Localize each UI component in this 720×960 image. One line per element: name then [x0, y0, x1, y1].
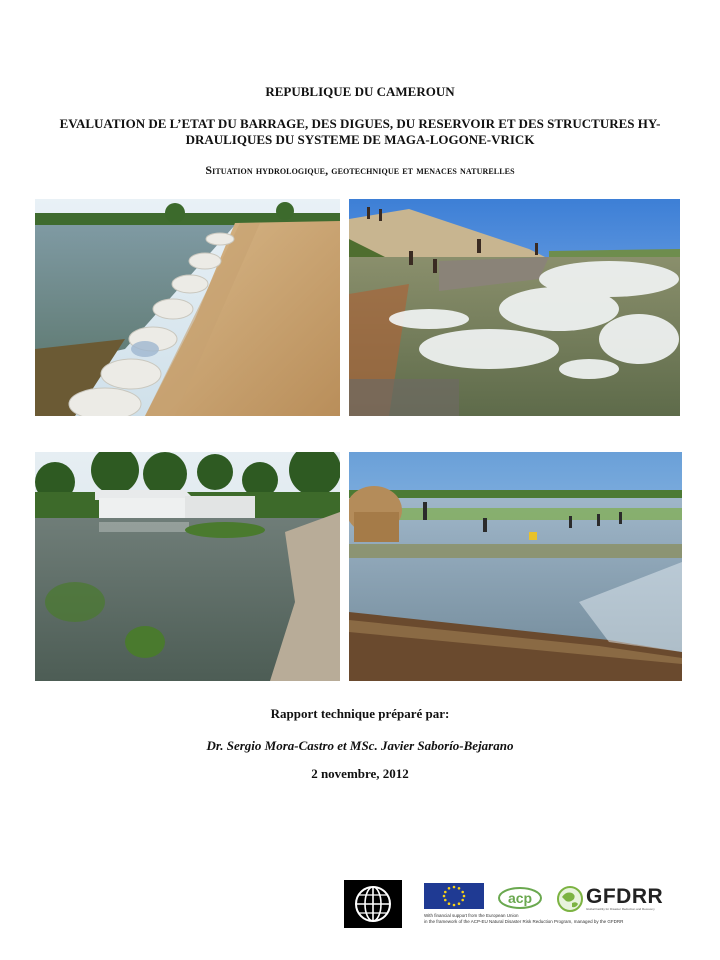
prepared-by-label: Rapport technique préparé par:	[270, 706, 450, 721]
acp-logo-text: acp	[507, 890, 533, 906]
world-bank-logo	[344, 880, 402, 928]
funding-line-1: With financial support from the European Union	[424, 913, 519, 918]
report-title: EVALUATION DE L’ETAT DU BARRAGE, DES DIGUES, DU RESERVOIR ET DES STRUCTURES HY-DRAULIQUES DU SYSTEME DE MAGA-LOGONE-VRICK	[59, 116, 661, 147]
report-subtitle: Situation hydrologique, geotechnique et menaces naturelles	[205, 163, 515, 177]
authors-line: Dr. Sergio Mora-Castro et MSc. Javier Saborío-Bejarano	[206, 738, 514, 753]
funding-note	[424, 913, 682, 925]
gfdrr-globe-icon	[556, 885, 584, 913]
photo-boats-fishermen	[349, 452, 682, 681]
eu-flag-logo	[424, 883, 484, 909]
report-date: 2 novembre, 2012	[311, 766, 409, 781]
acp-logo	[497, 884, 543, 910]
photo-spillway-rapids	[349, 199, 680, 416]
gfdrr-logo	[556, 884, 682, 914]
gfdrr-logo-text: GFDRR	[586, 885, 664, 908]
photo-flooded-building	[35, 452, 340, 681]
photo-levee-sandbags	[35, 199, 340, 416]
country-heading: REPUBLIQUE DU CAMEROUN	[265, 84, 455, 99]
gfdrr-tagline: Global Facility for Disaster Reduction and Recovery	[586, 907, 655, 911]
funding-line-2: in the framework of the ACP-EU Natural Disaster Risk Reduction Program, managed by the GFDRR	[424, 919, 624, 924]
